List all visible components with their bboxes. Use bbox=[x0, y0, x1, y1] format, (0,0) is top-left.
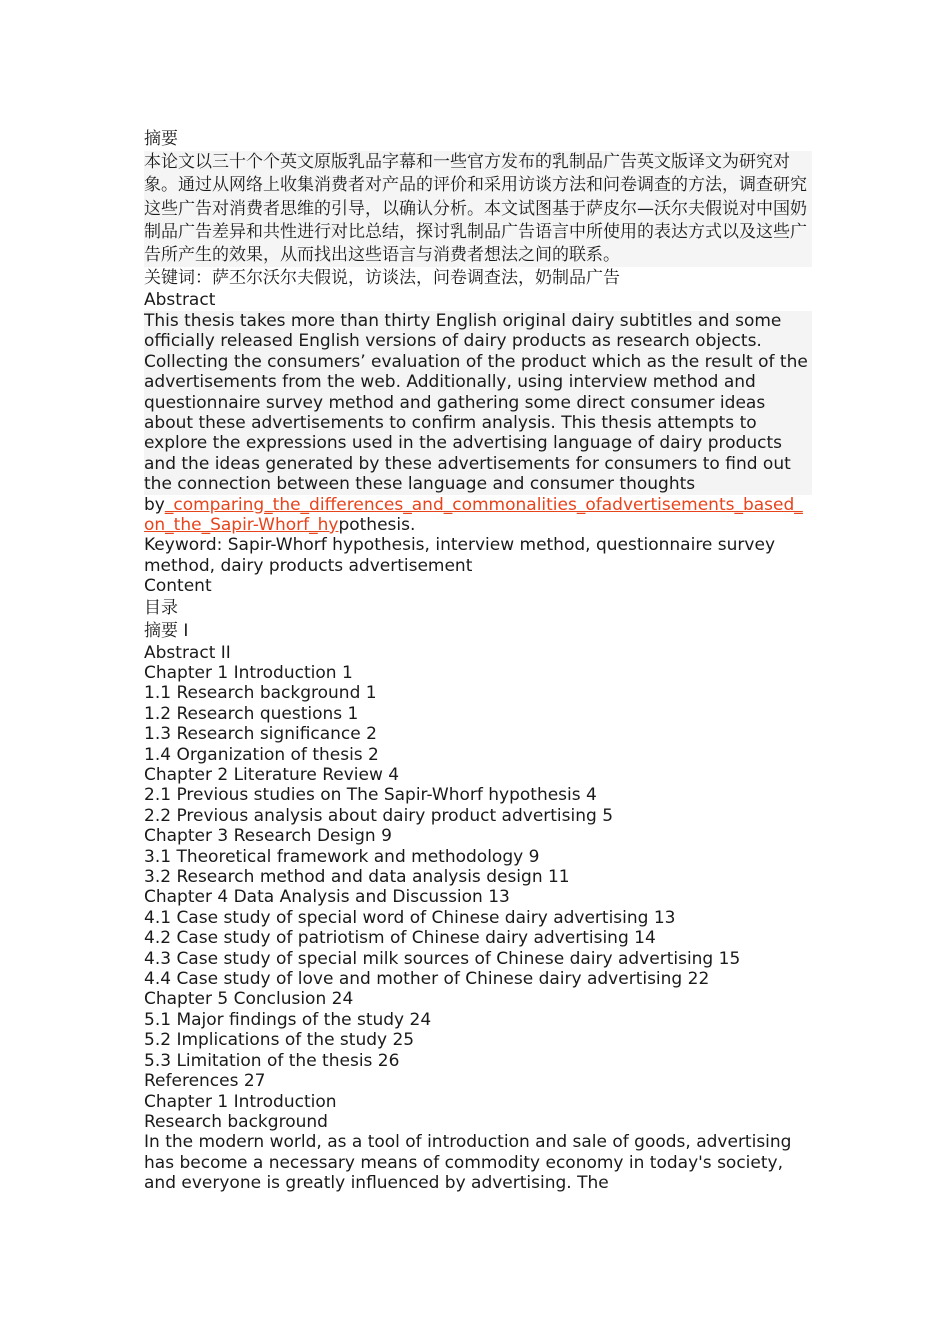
toc-entry: 2.2 Previous analysis about dairy product advertising 5 bbox=[144, 805, 614, 826]
toc-heading-cn: 目录 bbox=[144, 597, 178, 618]
toc-entry: Chapter 4 Data Analysis and Discussion 13 bbox=[144, 887, 510, 908]
toc-entry: 2.1 Previous studies on The Sapir-Whorf hypothesis 4 bbox=[144, 785, 597, 806]
en-abstract-heading: Abstract bbox=[144, 290, 216, 311]
cn-abstract-heading: 摘要 bbox=[144, 129, 178, 149]
toc-entry: 4.2 Case study of patriotism of Chinese dairy advertising 14 bbox=[144, 928, 656, 949]
en-abstract-by-line bbox=[144, 495, 812, 536]
section-title: Research background bbox=[144, 1111, 328, 1132]
by-prefix: by bbox=[144, 494, 165, 515]
toc-entry: 5.1 Major findings of the study 24 bbox=[144, 1009, 432, 1030]
chapter-title: Chapter 1 Introduction bbox=[144, 1091, 337, 1112]
toc-entry: Chapter 2 Literature Review 4 bbox=[144, 765, 400, 786]
document-page bbox=[144, 128, 812, 1194]
toc-entry: Chapter 3 Research Design 9 bbox=[144, 826, 392, 847]
tracked-change-text: _comparing_the_differences_and_commonalities_ofadvertisements_based_on_the_Sapir-Whorf_hy bbox=[144, 494, 803, 535]
toc-entry: 4.3 Case study of special milk sources of Chinese dairy advertising 15 bbox=[144, 948, 741, 969]
toc-entry: 5.3 Limitation of the thesis 26 bbox=[144, 1050, 400, 1071]
toc-entry: 1.2 Research questions 1 bbox=[144, 703, 359, 724]
toc-entry: Chapter 5 Conclusion 24 bbox=[144, 989, 354, 1010]
toc-entry: 3.1 Theoretical framework and methodology 9 bbox=[144, 846, 540, 867]
toc-entry: Chapter 1 Introduction 1 bbox=[144, 662, 353, 683]
toc-heading-en: Content bbox=[144, 576, 212, 597]
toc-entry: 4.4 Case study of love and mother of Chinese dairy advertising 22 bbox=[144, 969, 710, 990]
toc-entry: Abstract II bbox=[144, 642, 231, 663]
toc-entry: 1.4 Organization of thesis 2 bbox=[144, 744, 379, 765]
toc-entry: References 27 bbox=[144, 1071, 266, 1092]
by-suffix: pothesis. bbox=[338, 514, 416, 535]
toc-entry: 5.2 Implications of the study 25 bbox=[144, 1030, 415, 1051]
cn-abstract-body: 本论文以三十个个英文原版乳品字幕和一些官方发布的乳制品广告英文版译文为研究对象。通过从网络上收集消费者对产品的评价和采用访谈方法和问卷调查的方法，调查研究这些广告对消费者思维的引导，以确认分析。本文试图基于萨皮尔—沃尔夫假说对中国奶制品广告差异和共性进行对比总结，探讨乳制品广告语言中所使用的表达方式以及这些广告所产生的效果，从而找出这些语言与消费者想法之间的联系。 bbox=[144, 151, 812, 267]
toc-entry: 1.3 Research significance 2 bbox=[144, 724, 377, 745]
cn-keywords: 关键词：萨丕尔沃尔夫假说，访谈法，问卷调查法，奶制品广告 bbox=[144, 268, 620, 289]
chapter-body-paragraph: In the modern world, as a tool of introduction and sale of goods, advertising has become a necessary means of commodity economy in today's society, and everyone is greatly influenced by advertising. The bbox=[144, 1132, 792, 1194]
toc-entry: 4.1 Case study of special word of Chinese dairy advertising 13 bbox=[144, 907, 676, 928]
toc-entry: 3.2 Research method and data analysis design 11 bbox=[144, 867, 570, 888]
toc-entry: 1.1 Research background 1 bbox=[144, 683, 377, 704]
toc-entry-cn-abstract: 摘要 I bbox=[144, 620, 189, 641]
en-abstract-body: This thesis takes more than thirty English original dairy subtitles and some officially released English versions of dairy products as research objects. Collecting the consumers’ evaluation of the product which as the result of the advertisements from the web. Additionally, using interview method and questionnaire survey method and gathering some direct consumer ideas about these advertisements to confirm analysis. This thesis attempts to explore the expressions used in the advertising language of dairy products and the ideas generated by these advertisements for consumers to find out the connection between these language and consumer thoughts bbox=[144, 311, 812, 495]
en-keyword: Keyword: Sapir-Whorf hypothesis, interview method, questionnaire survey method, dairy products advertisement bbox=[144, 535, 776, 576]
